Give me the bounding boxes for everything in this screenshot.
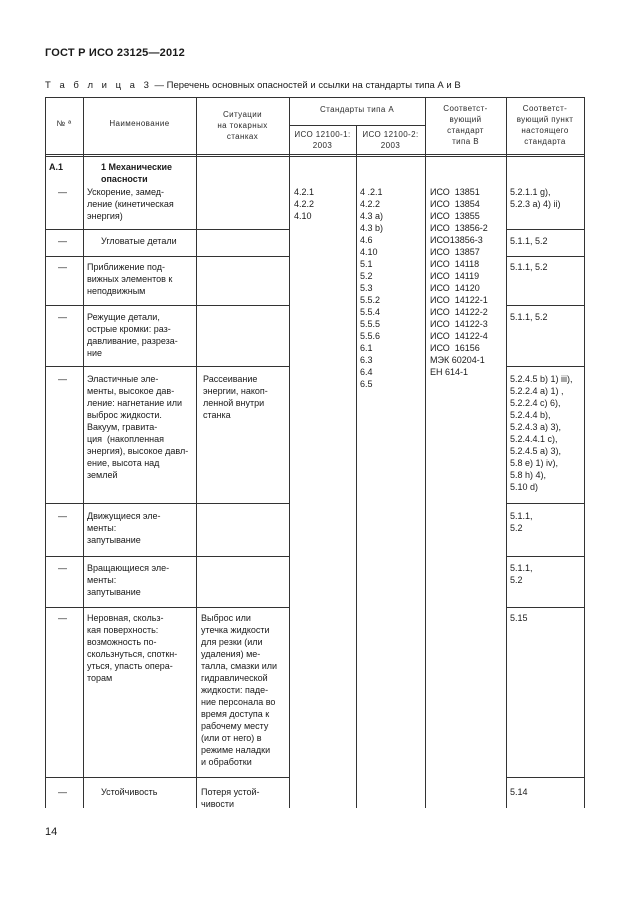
row-divider [45, 777, 290, 778]
hazard-name: Эластичные эле- менты, высокое дав- ление: нагнетание или выброс жидкости. Вакуум, гравита- ция (накопленная энергия), высокое давл- ение, высота над землей [87, 374, 189, 480]
hazard-name: Приближение под- вижных элементов к неподвижным [87, 262, 173, 296]
clause-ref: 5.14 [510, 787, 528, 797]
row-divider [506, 256, 585, 257]
table-caption-text: — Перечень основных опасностей и ссылки на стандарты типа А и В [151, 80, 461, 91]
column-divider [425, 97, 426, 808]
hazard-name: Вращающиеся эле- менты: запутывание [87, 563, 170, 597]
row-divider [506, 366, 585, 367]
row-divider [506, 777, 585, 778]
row-number: — [58, 374, 67, 384]
row-number: — [58, 312, 67, 322]
hazard-name: Движущиеся эле- менты: запутывание [87, 511, 161, 545]
row-divider [45, 256, 290, 257]
hazard-situation: Рассеивание энергии, накоп- ленной внутри станка [203, 374, 268, 420]
clause-ref: 5.1.1, 5.2 [510, 262, 548, 272]
row-divider [45, 366, 290, 367]
header-iso-12100-2: ИСО 12100-2: 2003 [362, 130, 419, 150]
row-divider [506, 503, 585, 504]
table-border-left [45, 97, 46, 808]
table-caption-lead: Т а б л и ц а 3 [45, 80, 152, 91]
table-border-right [584, 97, 585, 808]
header-type-b: Соответст- вующий стандарт типа В [443, 104, 488, 146]
row-divider [506, 305, 585, 306]
clause-ref: 5.1.1, 5.2 [510, 511, 533, 533]
header-type-a: Стандарты типа А [319, 105, 395, 114]
row-number: — [58, 613, 67, 623]
row-divider [45, 503, 290, 504]
column-divider [356, 125, 357, 808]
header-bottom-border [45, 156, 585, 157]
section-title: 1 Механические опасности [101, 162, 173, 184]
row-number: — [58, 563, 67, 573]
clause-ref: 5.1.1, 5.2 [510, 563, 533, 585]
row-divider [506, 556, 585, 557]
column-divider [506, 97, 507, 808]
row-divider [45, 229, 290, 230]
clause-ref: 5.1.1, 5.2 [510, 236, 548, 246]
hazard-name: Устойчивость [101, 787, 158, 797]
header-number: № ª [56, 119, 72, 128]
column-divider [83, 97, 84, 808]
iso-12100-2-refs: 4 .2.1 4.2.2 4.3 а) 4.3 b) 4.6 4.10 5.1 5.2 5.3 5.5.2 5.5.4 5.5.5 5.5.6 6.1 6.3 6.4 6.5 [360, 187, 384, 389]
header-name: Наименование [109, 119, 170, 128]
clause-ref: 5.15 [510, 613, 528, 623]
header-situations: Ситуации на токарных станках [217, 110, 268, 141]
row-divider [506, 607, 585, 608]
clause-ref: 5.2.1.1 g), 5.2.3 а) 4) ii) [510, 187, 561, 209]
page-number: 14 [45, 826, 58, 838]
table-caption [45, 80, 461, 91]
hazards-table [45, 97, 585, 808]
row-number: — [58, 187, 67, 197]
hazard-name: Неровная, скольз- кая поверхность: возможность по- скользнуться, споткн- уться, упасть опера- торам [87, 613, 178, 683]
row-number: — [58, 787, 67, 797]
header-bottom-border [45, 154, 585, 155]
row-divider [45, 556, 290, 557]
row-number: — [58, 262, 67, 272]
row-number: — [58, 511, 67, 521]
hazard-situation: Выброс или утечка жидкости для резки (или удаления) ме- талла, смазки или гидравлической жидкости: паде- ние персонала во время доступа к рабочему месту (или от него) в режиме наладки и обработки [201, 613, 278, 767]
row-number: — [58, 236, 67, 246]
column-divider [289, 97, 290, 808]
document-header: ГОСТ Р ИСО 23125—2012 [45, 47, 185, 59]
hazard-situation: Потеря устой- чивости [201, 787, 260, 809]
row-divider [506, 229, 585, 230]
iso-12100-1-refs: 4.2.1 4.2.2 4.10 [294, 187, 315, 221]
type-b-standards: ИСО 13851 ИСО 13854 ИСО 13855 ИСО 13856-2 ИСО13856-3 ИСО 13857 ИСО 14118 ИСО 14119 ИСО 14120 ИСО 14122-1 ИСО 14122-2 ИСО 14122-3 ИСО 14122-4 ИСО 16156 МЭК 60204-1 ЕН 614-1 [430, 187, 488, 377]
header-iso-12100-1: ИСО 12100-1: 2003 [294, 130, 351, 150]
clause-ref: 5.1.1, 5.2 [510, 312, 548, 322]
header-divider [289, 125, 425, 126]
section-number: А.1 [49, 162, 64, 172]
row-divider [45, 305, 290, 306]
row-divider [45, 607, 290, 608]
header-clause: Соответст- вующий пункт настоящего стандарта [516, 104, 574, 146]
clause-ref: 5.2.4.5 b) 1) iii), 5.2.2.4 а) 1) , 5.2.2.4 c) 6), 5.2.4.4 b), 5.2.4.3 а) 3), 5.2.4.4.1 c), 5.2.4.5 а) 3), 5.8 e) 1) iv), 5.8 h) 4), 5.10 d) [510, 374, 573, 492]
column-divider [196, 97, 197, 808]
hazard-name: Ускорение, замед- ление (кинетическая энергия) [87, 187, 174, 221]
hazard-name: Режущие детали, острые кромки: раз- давливание, разреза- ние [87, 312, 178, 358]
hazard-name: Угловатые детали [101, 236, 177, 246]
table-border-top [45, 97, 585, 98]
